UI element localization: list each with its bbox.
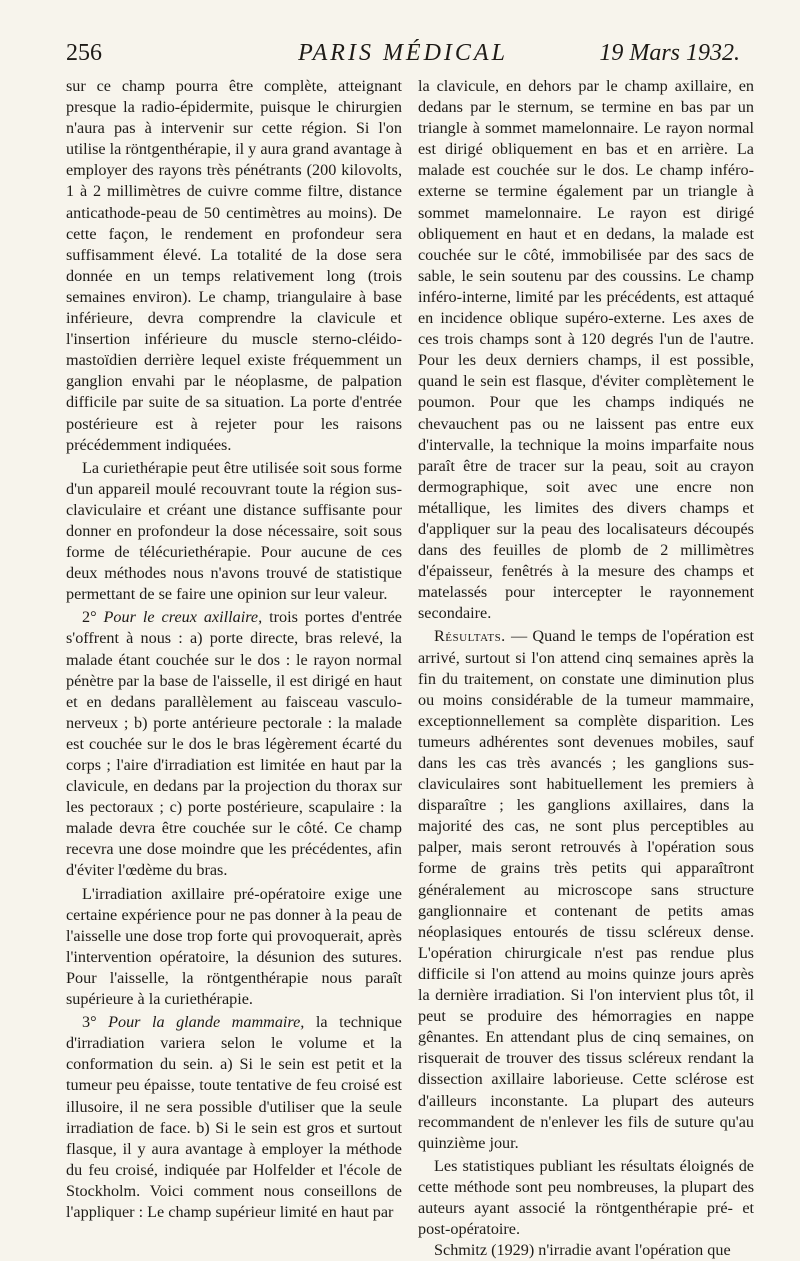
paragraph-creux-axillaire [66,607,402,881]
paragraph-glande-mammaire [66,1012,402,1223]
left-column [66,76,402,1221]
section-heading: Pour le creux axillaire, [103,608,263,627]
section-heading: Pour la glande mammaire, [108,1013,305,1032]
paragraph-irradiation-axillaire: L'irradiation axillaire pré-opératoire exige une certaine expérience pour ne pas donner à la peau de l'aisselle une dose trop forte qui provoquerait, après l'intervention opératoire, la désunion des sutures. Pour l'aisselle, la röntgenthérapie nous paraît supérieure à la curiethérapie. [66,884,402,1009]
paragraph-text: trois portes d'entrée s'offrent à nous : a) porte directe, bras relevé, la malade étant couchée sur le dos : le rayon normal pénètre par la base de l'aisselle, il est dirigé en haut et en dedans parallèlement au faisceau vasculo-nerveux ; b) porte antérieure pectorale : la malade est couchée sur le dos le bras légèrement écarté du corps ; l'aire d'irradiation est limitée en haut par la clavicule, en dedans par la projection du thorax sur les pectoraux ; c) porte postérieure, scapulaire : la malade devra être couchée sur le côté. Ce champ recevra une dose moindre que les précédentes, afin d'éviter l'œdème du bras. [66,608,402,880]
right-column [418,76,754,1260]
paragraph-resultats [418,626,754,1153]
paragraph-schmitz: Schmitz (1929) n'irradie avant l'opération que [434,1241,731,1260]
section-heading: Résultats. [434,627,506,646]
journal-title: PARIS MÉDICAL [298,40,508,66]
paragraph-statistiques: Les statistiques publiant les résultats éloignés de cette méthode sont peu nombreuses, la plupart des auteurs ayant associé la röntgenthérapie pré- et post-opératoire. [418,1156,754,1239]
page-number: 256 [66,40,102,66]
running-header [66,40,740,70]
section-number: 3° [82,1013,109,1032]
paragraph-curietherapie: La curiethérapie peut être utilisée soit sous forme d'un appareil moulé recouvrant toute la région sus-claviculaire et créant une distance suffisante pour donner en profondeur la dose nécessaire, soit sous forme de télécuriethérapie. Pour aucune de ces deux méthodes nous n'avons trouvé de statistique permettant de se faire une opinion sur leur valeur. [66,458,402,604]
paragraph-text: la technique d'irradiation variera selon le volume et la conformation du sein. a) Si le sein est petit et la tumeur peu épaisse, toute tentative de feu croisé est illusoire, il ne sera possible d'utiliser que la seule irradiation de face. b) Si le sein est gros et surtout flasque, il y aura avantage à employer la méthode du feu croisé, indiquée par Holfelder et l'école de Stockholm. Voici comment nous conseillons de l'appliquer : Le champ supérieur limité en haut par [66,1013,402,1221]
section-number: 2° [82,608,104,627]
paragraph-continuation: la clavicule, en dehors par le champ axillaire, en dedans par le sternum, se termine en bas par un triangle à sommet mamelonnaire. Le rayon normal est dirigé obliquement en bas et en arrière. La malade est couchée sur le dos. Le champ inféro-externe se termine également par un triangle à sommet mamelonnaire. Le rayon est dirigé obliquement en haut et en dedans, la malade est couchée sur le côté, immobilisée par des sacs de sable, le sein soutenu par des coussins. Le champ inféro-interne, limité par les précédents, est attaqué en incidence oblique supéro-externe. Les axes de ces trois champs sont à 120 degrés l'un de l'autre. Pour les deux derniers champs, il est possible, quand le sein est flasque, d'éviter complètement le poumon. Pour que les champs indiqués ne chevauchent pas ou ne laissent pas entre eux d'intervalle, la technique la moins imparfaite nous paraît être de tracer sur la peau, soit au crayon dermographique, soit avec une encre non métallique, les limites des divers champs et d'appliquer sur la peau des localisateurs découpés dans des feuilles de plomb de 2 millimètres d'épaisseur, fenêtrés à la mesure des champs et matelassés pour intercepter le rayonnement secondaire. [418,77,754,623]
paragraph-continuation: sur ce champ pourra être complète, atteignant presque la radio-épidermite, puisque le chirurgien n'aura pas à intervenir sur cette région. Si l'on utilise la röntgenthérapie, il y aura grand avantage à employer des rayons très pénétrants (200 kilovolts, 1 à 2 millimètres de cuivre comme filtre, distance anticathode-peau de 50 centimètres au moins). De cette façon, le rendement en profondeur sera suffisamment élevé. La totalité de la dose sera donnée en un temps relativement long (trois semaines environ). Le champ, triangulaire à base inférieure, devra comprendre la clavicule et l'insertion inférieure du muscle sterno-cléido-mastoïdien derrière lequel existe fréquemment un ganglion envahi par le néoplasme, de palpation difficile par suite de sa situation. La porte d'entrée postérieure est à rejeter pour les raisons précédemment indiquées. [66,77,402,454]
issue-date: 19 Mars 1932. [599,40,740,66]
paragraph-text: — Quand le temps de l'opération est arrivé, surtout si l'on attend cinq semaines après la fin du traitement, on constate une diminution plus ou moins considérable de la tumeur mammaire, exceptionnellement sa complète disparition. Les tumeurs adhérentes sont devenues mobiles, sauf dans les cas très avancés ; les ganglions sus-claviculaires sont habituellement les premiers à disparaître ; les ganglions axillaires, dans la majorité des cas, ne sont plus perceptibles au palper, mais seront retrouvés à l'opération sous forme de grains très petits qui apparaîtront généralement au microscope sans structure ganglionnaire et contenant de petits amas néoplasiques entourés de tissu scléreux dense. L'opération chirurgicale n'est pas rendue plus difficile si l'on attend au moins quinze jours après la dernière irradiation. Si l'on intervient plus tôt, il peut se produire des hémorragies en nappe gênantes. En attendant plus de cinq semaines, on risquerait de trouver des tissus scléreux rendant la dissection axillaire laborieuse. Cette sclérose est d'ailleurs inconstante. La plupart des auteurs recommandent de n'enlever les fils de suture qu'au quinzième jour. [418,627,754,1152]
